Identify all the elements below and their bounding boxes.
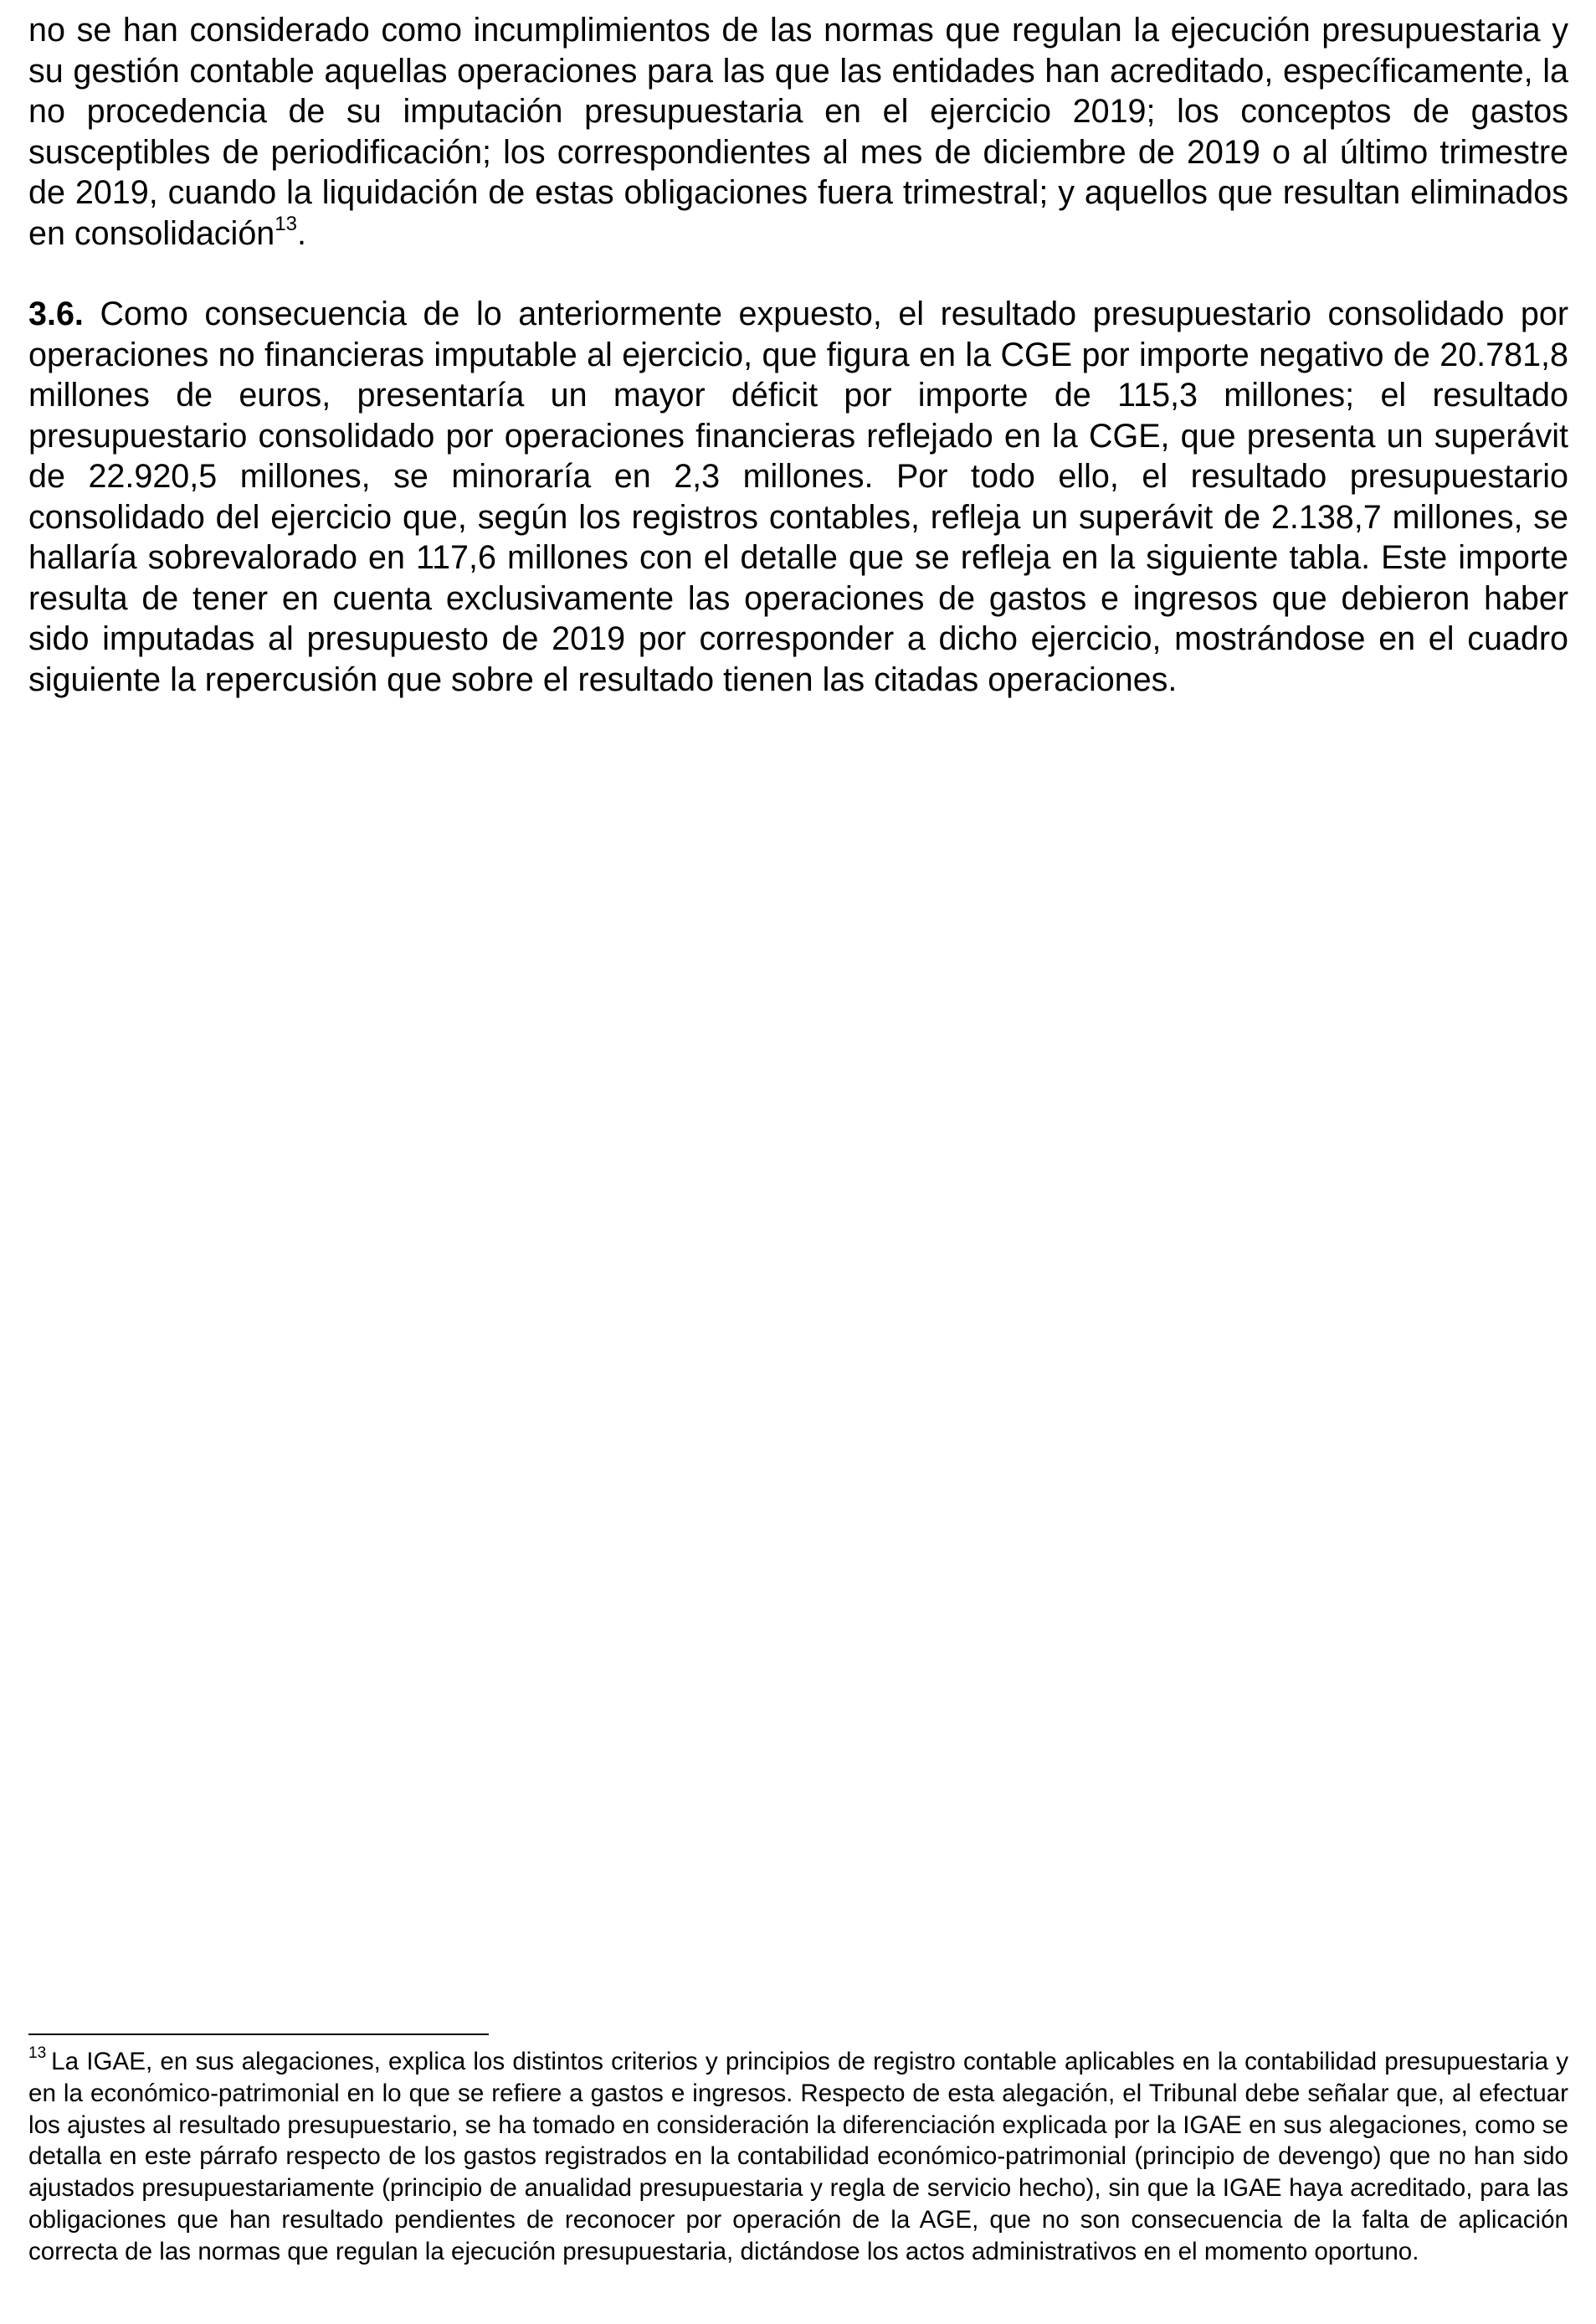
paragraph-text: no se han considerado como incumplimientos de las normas que regulan la ejecución presupuestaria y su gestión contable aquellas operaciones para las que las entidades han acreditado, específicamente, la no procedencia de su imputación presupuestaria en el ejercicio 2019; los conceptos de gastos susceptibles de periodificación; los correspondientes al mes de diciembre de 2019 o al último trimestre de 2019, cuando la liquidación de estas obligaciones fuera trimestral; y aquellos que resultan eliminados en consolidación	[28, 12, 1568, 252]
footnote-text: La IGAE, en sus alegaciones, explica los distintos criterios y principios de registro contable aplicables en la contabilidad presupuestaria y en la económico-patrimonial en lo que se refiere a gastos e ingresos. Respecto de esta alegación, el Tribunal debe señalar que, al efectuar los ajustes al resultado presupuestario, se ha tomado en consideración la diferenciación explicada por la IGAE en sus alegaciones, como se detalla en este párrafo respecto de los gastos registrados en la contabilidad económico-patrimonial (principio de devengo) que no han sido ajustados presupuestariamente (principio de anualidad presupuestaria y regla de servicio hecho), sin que la IGAE haya acreditado, para las obligaciones que han resultado pendientes de reconocer por operación de la AGE, que no son consecuencia de la falta de aplicación correcta de las normas que regulan la ejecución presupuestaria, dictándose los actos administrativos en el momento oportuno.	[28, 2048, 1568, 2265]
paragraph-text: Como consecuencia de lo anteriormente expuesto, el resultado presupuestario consolidado por operaciones no financieras imputable al ejercicio, que figura en la CGE por importe negativo de 20.781,8 millones de euros, presentaría un mayor déficit por importe de 115,3 millones; el resultado presupuestario consolidado por operaciones financieras reflejado en la CGE, que presenta un superávit de 22.920,5 millones, se minoraría en 2,3 millones. Por todo ello, el resultado presupuestario consolidado del ejercicio que, según los registros contables, refleja un superávit de 2.138,7 millones, se hallaría sobrevalorado en 117,6 millones con el detalle que se refleja en la siguiente tabla. Este importe resulta de tener en cuenta exclusivamente las operaciones de gastos e ingresos que debieron haber sido imputadas al presupuesto de 2019 por corresponder a dicho ejercicio, mostrándose en el cuadro siguiente la repercusión que sobre el resultado tienen las citadas operaciones.	[28, 296, 1568, 698]
paragraph-3-6	[28, 294, 1568, 700]
footnote-separator	[28, 2034, 489, 2035]
footnote-reference[interactable]: 13	[275, 213, 297, 236]
footnote-marker: 13	[28, 2044, 47, 2063]
paragraph-number: 3.6.	[28, 296, 84, 332]
footnote-13	[28, 2046, 1568, 2268]
body-text	[28, 10, 1568, 700]
paragraph-continuation	[28, 10, 1568, 254]
paragraph-text-end: .	[296, 214, 306, 252]
